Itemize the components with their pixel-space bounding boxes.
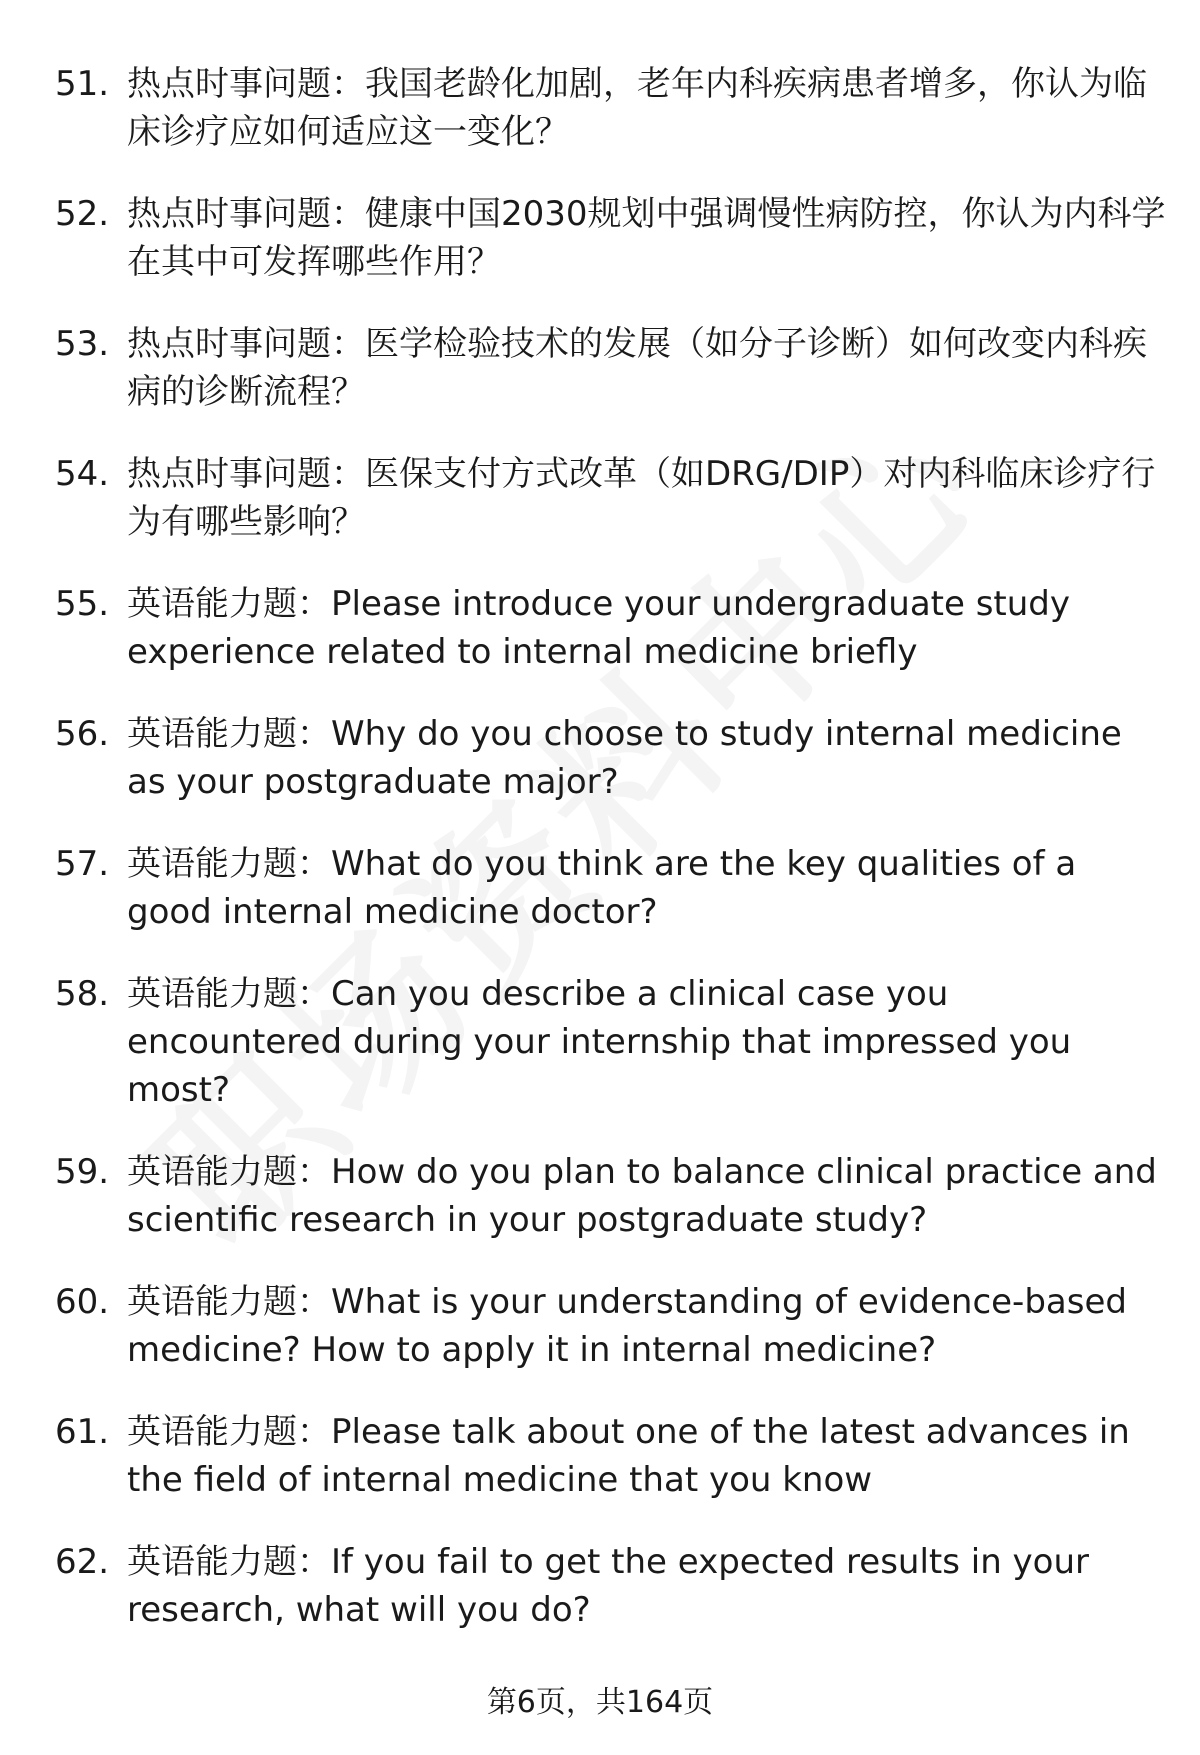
question-number: 55. xyxy=(55,584,110,624)
question-item xyxy=(0,1278,1200,1374)
question-item xyxy=(0,580,1200,676)
question-number: 51. xyxy=(55,64,110,104)
question-item xyxy=(0,840,1200,936)
question-text: 热点时事问题：我国老龄化加剧，老年内科疾病患者增多，你认为临床诊疗应如何适应这一变化？ xyxy=(127,64,1147,152)
question-item xyxy=(0,1408,1200,1504)
question-text: 英语能力题：Can you describe a clinical case you encountered during your internship that impressed you most? xyxy=(127,974,1072,1110)
question-number: 62. xyxy=(55,1542,110,1582)
question-number: 53. xyxy=(55,324,110,364)
question-item xyxy=(0,450,1200,546)
question-number: 60. xyxy=(55,1282,110,1322)
question-number: 56. xyxy=(55,714,110,754)
question-text: 热点时事问题：医学检验技术的发展（如分子诊断）如何改变内科疾病的诊断流程？ xyxy=(127,324,1147,412)
question-text: 热点时事问题：健康中国2030规划中强调慢性病防控，你认为内科学在其中可发挥哪些作用？ xyxy=(127,194,1166,282)
question-number: 52. xyxy=(55,194,110,234)
question-text: 英语能力题：Why do you choose to study internal medicine as your postgraduate major? xyxy=(127,714,1122,802)
question-text: 英语能力题：What do you think are the key qualities of a good internal medicine doctor? xyxy=(127,844,1077,932)
question-text: 英语能力题：Please talk about one of the latest advances in the field of internal medicine that you know xyxy=(127,1412,1130,1500)
question-item xyxy=(0,320,1200,416)
question-item xyxy=(0,970,1200,1114)
page-footer: 第6页，共164页 xyxy=(486,1685,714,1720)
question-item xyxy=(0,60,1200,156)
question-number: 54. xyxy=(55,454,110,494)
question-number: 58. xyxy=(55,974,110,1014)
question-item xyxy=(0,710,1200,806)
question-text: 英语能力题：Please introduce your undergraduate study experience related to internal medicine briefly xyxy=(127,584,1071,672)
question-text: 热点时事问题：医保支付方式改革（如DRG/DIP）对内科临床诊疗行为有哪些影响？ xyxy=(127,454,1156,542)
question-number: 61. xyxy=(55,1412,110,1452)
question-text: 英语能力题：How do you plan to balance clinical practice and scientific research in your postgraduate study? xyxy=(127,1152,1157,1240)
question-number: 57. xyxy=(55,844,110,884)
question-text: 英语能力题：If you fail to get the expected results in your research, what will you do? xyxy=(127,1542,1090,1630)
question-item xyxy=(0,190,1200,286)
question-item xyxy=(0,1148,1200,1244)
question-text: 英语能力题：What is your understanding of evidence-based medicine? How to apply it in internal medicine? xyxy=(127,1282,1127,1370)
question-number: 59. xyxy=(55,1152,110,1192)
question-list xyxy=(0,60,1200,1668)
question-item xyxy=(0,1538,1200,1634)
